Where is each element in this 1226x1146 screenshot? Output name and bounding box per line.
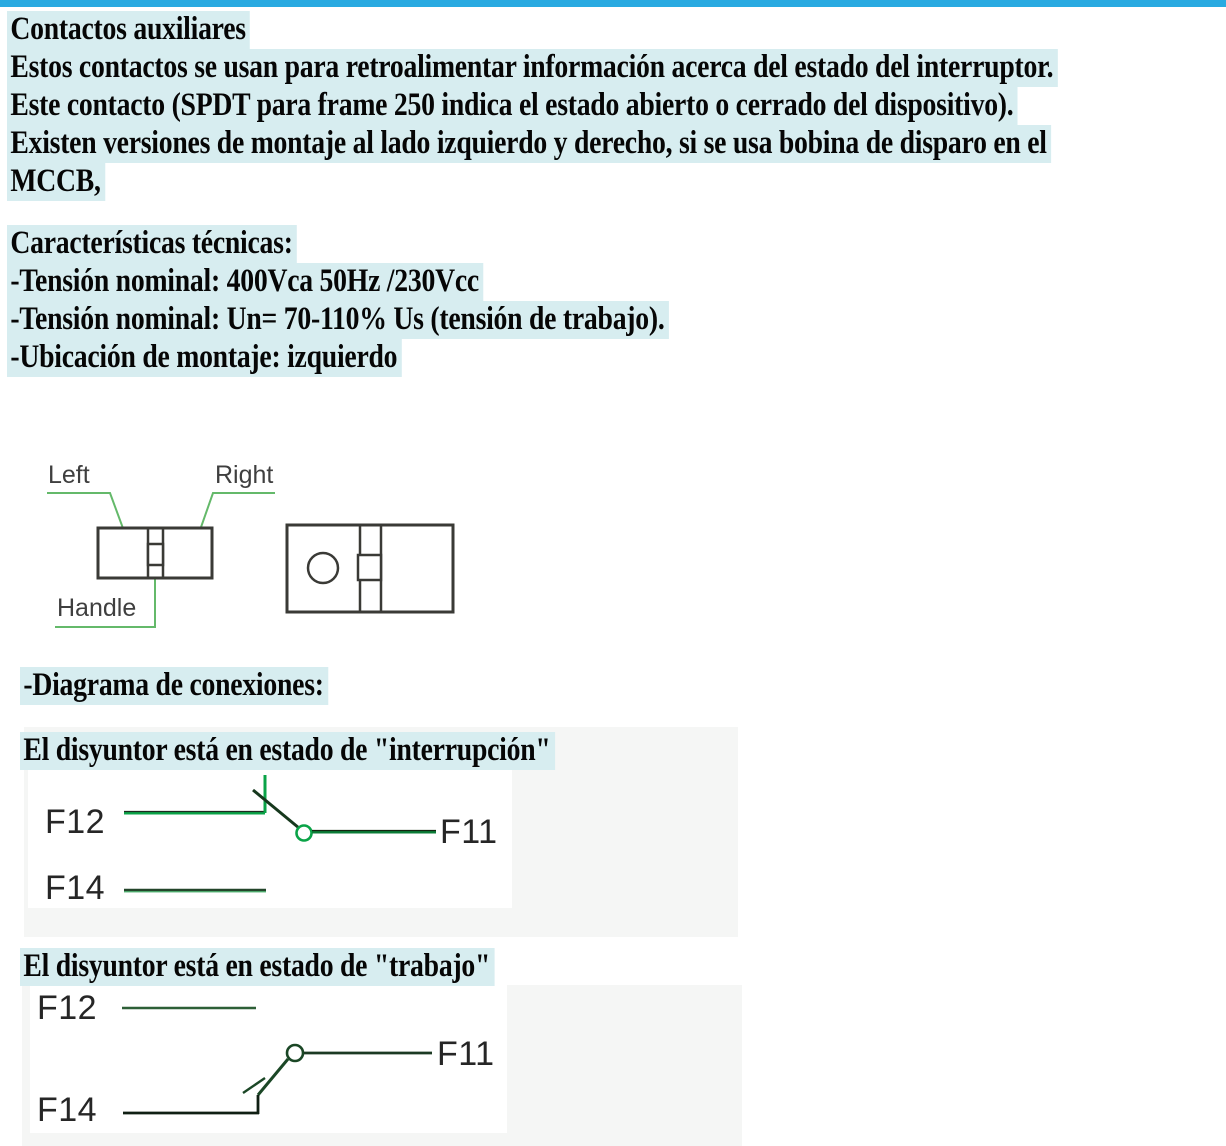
spec-line-text: -Tensión nominal: 400Vca 50Hz /230Vcc xyxy=(7,263,483,301)
switch-arm-closed xyxy=(258,1059,288,1095)
open-state-title-text: El disyuntor está en estado de "interrupción" xyxy=(20,732,555,770)
mount-left-label: Left xyxy=(48,461,90,489)
pivot-circle xyxy=(287,1045,303,1061)
mount-handle-label: Handle xyxy=(57,594,137,622)
intro-line xyxy=(7,48,1057,86)
terminal-label-f11: F11 xyxy=(437,1035,495,1073)
terminal-label-f14: F14 xyxy=(37,1091,98,1129)
intro-paragraph xyxy=(7,10,1226,200)
intro-line xyxy=(7,10,1057,48)
intro-line-text: Existen versiones de montaje al lado izquierdo y derecho, si se usa bobina de disparo en el xyxy=(7,125,1051,163)
intro-line-text: Este contacto (SPDT para frame 250 indica el estado abierto o cerrado del dispositivo). xyxy=(7,87,1018,125)
terminal-label-f12: F12 xyxy=(37,989,98,1027)
spec-line-text: -Ubicación de montaje: izquierdo xyxy=(7,339,401,377)
breaker-handle xyxy=(148,544,163,565)
terminal-label-f14: F14 xyxy=(45,869,106,907)
intro-line xyxy=(7,162,1057,200)
top-divider-bar xyxy=(0,0,1226,7)
spec-line-text: -Tensión nominal: Un= 70-110% Us (tensión de trabajo). xyxy=(7,301,669,339)
work-state-circuit xyxy=(22,985,742,1146)
specs-paragraph xyxy=(7,224,795,376)
intro-line-text: Contactos auxiliares xyxy=(7,11,250,49)
spec-line xyxy=(7,300,669,338)
work-state-title-text: El disyuntor está en estado de "trabajo" xyxy=(20,948,494,986)
work-state-title xyxy=(20,947,494,985)
connections-heading xyxy=(20,666,328,704)
intro-line-text: MCCB, xyxy=(7,163,105,201)
switch-arm-open xyxy=(253,790,299,828)
spec-line xyxy=(7,224,669,262)
connections-heading-text: -Diagrama de conexiones: xyxy=(20,667,328,705)
breaker-handle-2 xyxy=(358,555,381,580)
intro-line xyxy=(7,124,1057,162)
intro-line-text: Estos contactos se usan para retroalimentar información acerca del estado del interruptor. xyxy=(7,49,1057,87)
spec-line-text: Características técnicas: xyxy=(7,225,297,263)
open-state-circuit xyxy=(24,727,738,937)
spec-line xyxy=(7,338,669,376)
spec-line xyxy=(7,262,669,300)
terminal-label-f11: F11 xyxy=(440,813,498,851)
terminal-label-f12: F12 xyxy=(45,803,106,841)
mount-right-label: Right xyxy=(215,461,274,489)
intro-line xyxy=(7,86,1057,124)
mounting-diagram-drawing xyxy=(40,460,460,645)
pivot-circle xyxy=(297,826,312,841)
